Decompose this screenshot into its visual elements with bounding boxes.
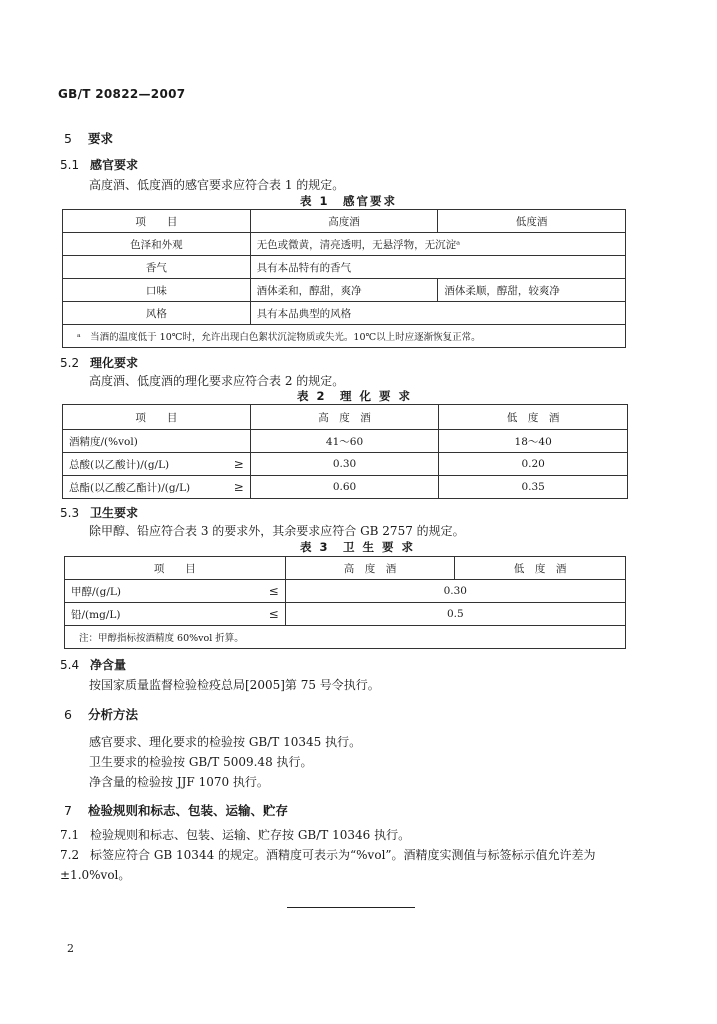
item-cell bbox=[63, 453, 251, 476]
table-1-sensory bbox=[62, 209, 626, 348]
high-cell: 41～60 bbox=[250, 430, 439, 453]
section-title: 卫生要求 bbox=[90, 506, 139, 520]
section-title: 检验规则和标志、包装、运输、贮存 bbox=[88, 803, 289, 818]
item-cell bbox=[63, 430, 251, 453]
table-2-caption: 表 2 理 化 要 求 bbox=[297, 389, 413, 403]
item-label: 总酸(以乙酸计)/(g/L) bbox=[69, 458, 170, 471]
value-cell: 具有本品特有的香气 bbox=[250, 256, 625, 279]
header-cell: 高 度 酒 bbox=[285, 557, 455, 580]
section-5-3-heading bbox=[60, 504, 138, 521]
table-note: 注：甲醇指标按酒精度 60%vol 折算。 bbox=[65, 626, 626, 649]
clause-text: 检验规则和标志、包装、运输、贮存按 GB/T 10346 执行。 bbox=[90, 828, 411, 842]
section-title: 感官要求 bbox=[90, 158, 139, 172]
section-number: 5 bbox=[64, 131, 72, 146]
table-header-row bbox=[65, 557, 626, 580]
item-cell: 香气 bbox=[63, 256, 251, 279]
item-cell bbox=[65, 603, 286, 626]
table-row bbox=[63, 279, 626, 302]
high-cell: 0.60 bbox=[250, 476, 439, 499]
item-cell bbox=[65, 580, 286, 603]
section-title: 理化要求 bbox=[90, 356, 139, 370]
header-cell: 项 目 bbox=[63, 210, 251, 233]
table-row bbox=[63, 453, 628, 476]
section-number: 7 bbox=[64, 803, 72, 818]
method-line: 净含量的检验按 JJF 1070 执行。 bbox=[89, 775, 269, 789]
section-number: 5.3 bbox=[60, 506, 80, 520]
item-label: 酒精度/(%vol) bbox=[69, 435, 138, 448]
value-cell: 无色或微黄，清亮透明，无悬浮物，无沉淀ᵃ bbox=[250, 233, 625, 256]
section-5-3-text: 除甲醇、铅应符合表 3 的要求外，其余要求应符合 GB 2757 的规定。 bbox=[89, 524, 465, 538]
table-row bbox=[63, 430, 628, 453]
item-cell: 风格 bbox=[63, 302, 251, 325]
header-cell: 低度酒 bbox=[438, 210, 626, 233]
value-cell: 0.5 bbox=[285, 603, 625, 626]
section-7-1 bbox=[60, 826, 410, 843]
table-row bbox=[63, 302, 626, 325]
section-number: 5.2 bbox=[60, 356, 80, 370]
header-cell: 低 度 酒 bbox=[439, 405, 628, 430]
header-cell: 高度酒 bbox=[250, 210, 438, 233]
end-rule bbox=[287, 907, 415, 908]
section-number: 5.1 bbox=[60, 158, 80, 172]
section-5-2-text: 高度酒、低度酒的理化要求应符合表 2 的规定。 bbox=[89, 374, 345, 388]
section-5-4-heading bbox=[60, 656, 126, 673]
high-cell: 0.30 bbox=[250, 453, 439, 476]
item-label: 铅/(mg/L) bbox=[71, 608, 121, 621]
low-cell: 18～40 bbox=[439, 430, 628, 453]
clause-number: 7.2 bbox=[60, 848, 80, 862]
table-row bbox=[63, 256, 626, 279]
table-row bbox=[65, 603, 626, 626]
header-cell: 高 度 酒 bbox=[250, 405, 439, 430]
page-number: 2 bbox=[67, 942, 74, 955]
section-5-1-text: 高度酒、低度酒的感官要求应符合表 1 的规定。 bbox=[89, 178, 345, 192]
section-5-2-heading bbox=[60, 354, 138, 371]
high-cell: 酒体柔和，醇甜，爽净 bbox=[250, 279, 438, 302]
table-note: ᵃ 当酒的温度低于 10℃时，允许出现白色絮状沉淀物质或失光。10℃以上时应逐渐恢复正常。 bbox=[63, 325, 626, 348]
clause-text: 标签应符合 GB 10344 的规定。酒精度可表示为“%vol”。酒精度实测值与标签标示值允许差为 bbox=[90, 848, 596, 862]
low-cell: 0.35 bbox=[439, 476, 628, 499]
comparison-symbol: ≥ bbox=[233, 479, 244, 494]
section-5-heading bbox=[64, 129, 113, 147]
item-label: 总酯(以乙酸乙酯计)/(g/L) bbox=[69, 481, 191, 494]
table-note-row bbox=[63, 325, 626, 348]
section-title: 净含量 bbox=[90, 658, 127, 672]
section-5-4-text: 按国家质量监督检验检疫总局[2005]第 75 号令执行。 bbox=[89, 678, 380, 692]
comparison-symbol: ≥ bbox=[233, 456, 244, 471]
section-6-heading bbox=[64, 705, 138, 723]
item-cell: 色泽和外观 bbox=[63, 233, 251, 256]
comparison-symbol: ≤ bbox=[268, 606, 279, 621]
low-cell: 0.20 bbox=[439, 453, 628, 476]
section-7-2-continuation: ±1.0%vol。 bbox=[60, 868, 131, 882]
section-title: 分析方法 bbox=[88, 707, 139, 722]
value-cell: 0.30 bbox=[285, 580, 625, 603]
table-row bbox=[65, 580, 626, 603]
item-label: 甲醇/(g/L) bbox=[71, 585, 121, 598]
table-header-row bbox=[63, 405, 628, 430]
table-header-row bbox=[63, 210, 626, 233]
item-cell bbox=[63, 476, 251, 499]
header-cell: 低 度 酒 bbox=[455, 557, 626, 580]
header-cell: 项 目 bbox=[65, 557, 286, 580]
section-5-1-heading bbox=[60, 156, 138, 173]
item-cell: 口味 bbox=[63, 279, 251, 302]
table-row bbox=[63, 233, 626, 256]
low-cell: 酒体柔顺，醇甜，较爽净 bbox=[438, 279, 626, 302]
table-2-physicochemical bbox=[62, 404, 628, 499]
clause-number: 7.1 bbox=[60, 828, 80, 842]
section-7-2 bbox=[60, 846, 596, 863]
table-1-caption: 表 1 感官要求 bbox=[300, 194, 398, 208]
method-line: 感官要求、理化要求的检验按 GB/T 10345 执行。 bbox=[89, 735, 362, 749]
table-row bbox=[63, 476, 628, 499]
section-number: 5.4 bbox=[60, 658, 80, 672]
value-cell: 具有本品典型的风格 bbox=[250, 302, 625, 325]
header-cell: 项 目 bbox=[63, 405, 251, 430]
section-number: 6 bbox=[64, 707, 72, 722]
table-3-caption: 表 3 卫 生 要 求 bbox=[300, 540, 416, 554]
section-7-heading bbox=[64, 801, 288, 819]
standard-code: GB/T 20822—2007 bbox=[58, 87, 186, 101]
comparison-symbol: ≤ bbox=[268, 583, 279, 598]
table-note-row bbox=[65, 626, 626, 649]
table-3-hygiene bbox=[64, 556, 626, 649]
section-title: 要求 bbox=[88, 131, 114, 146]
method-line: 卫生要求的检验按 GB/T 5009.48 执行。 bbox=[89, 755, 313, 769]
